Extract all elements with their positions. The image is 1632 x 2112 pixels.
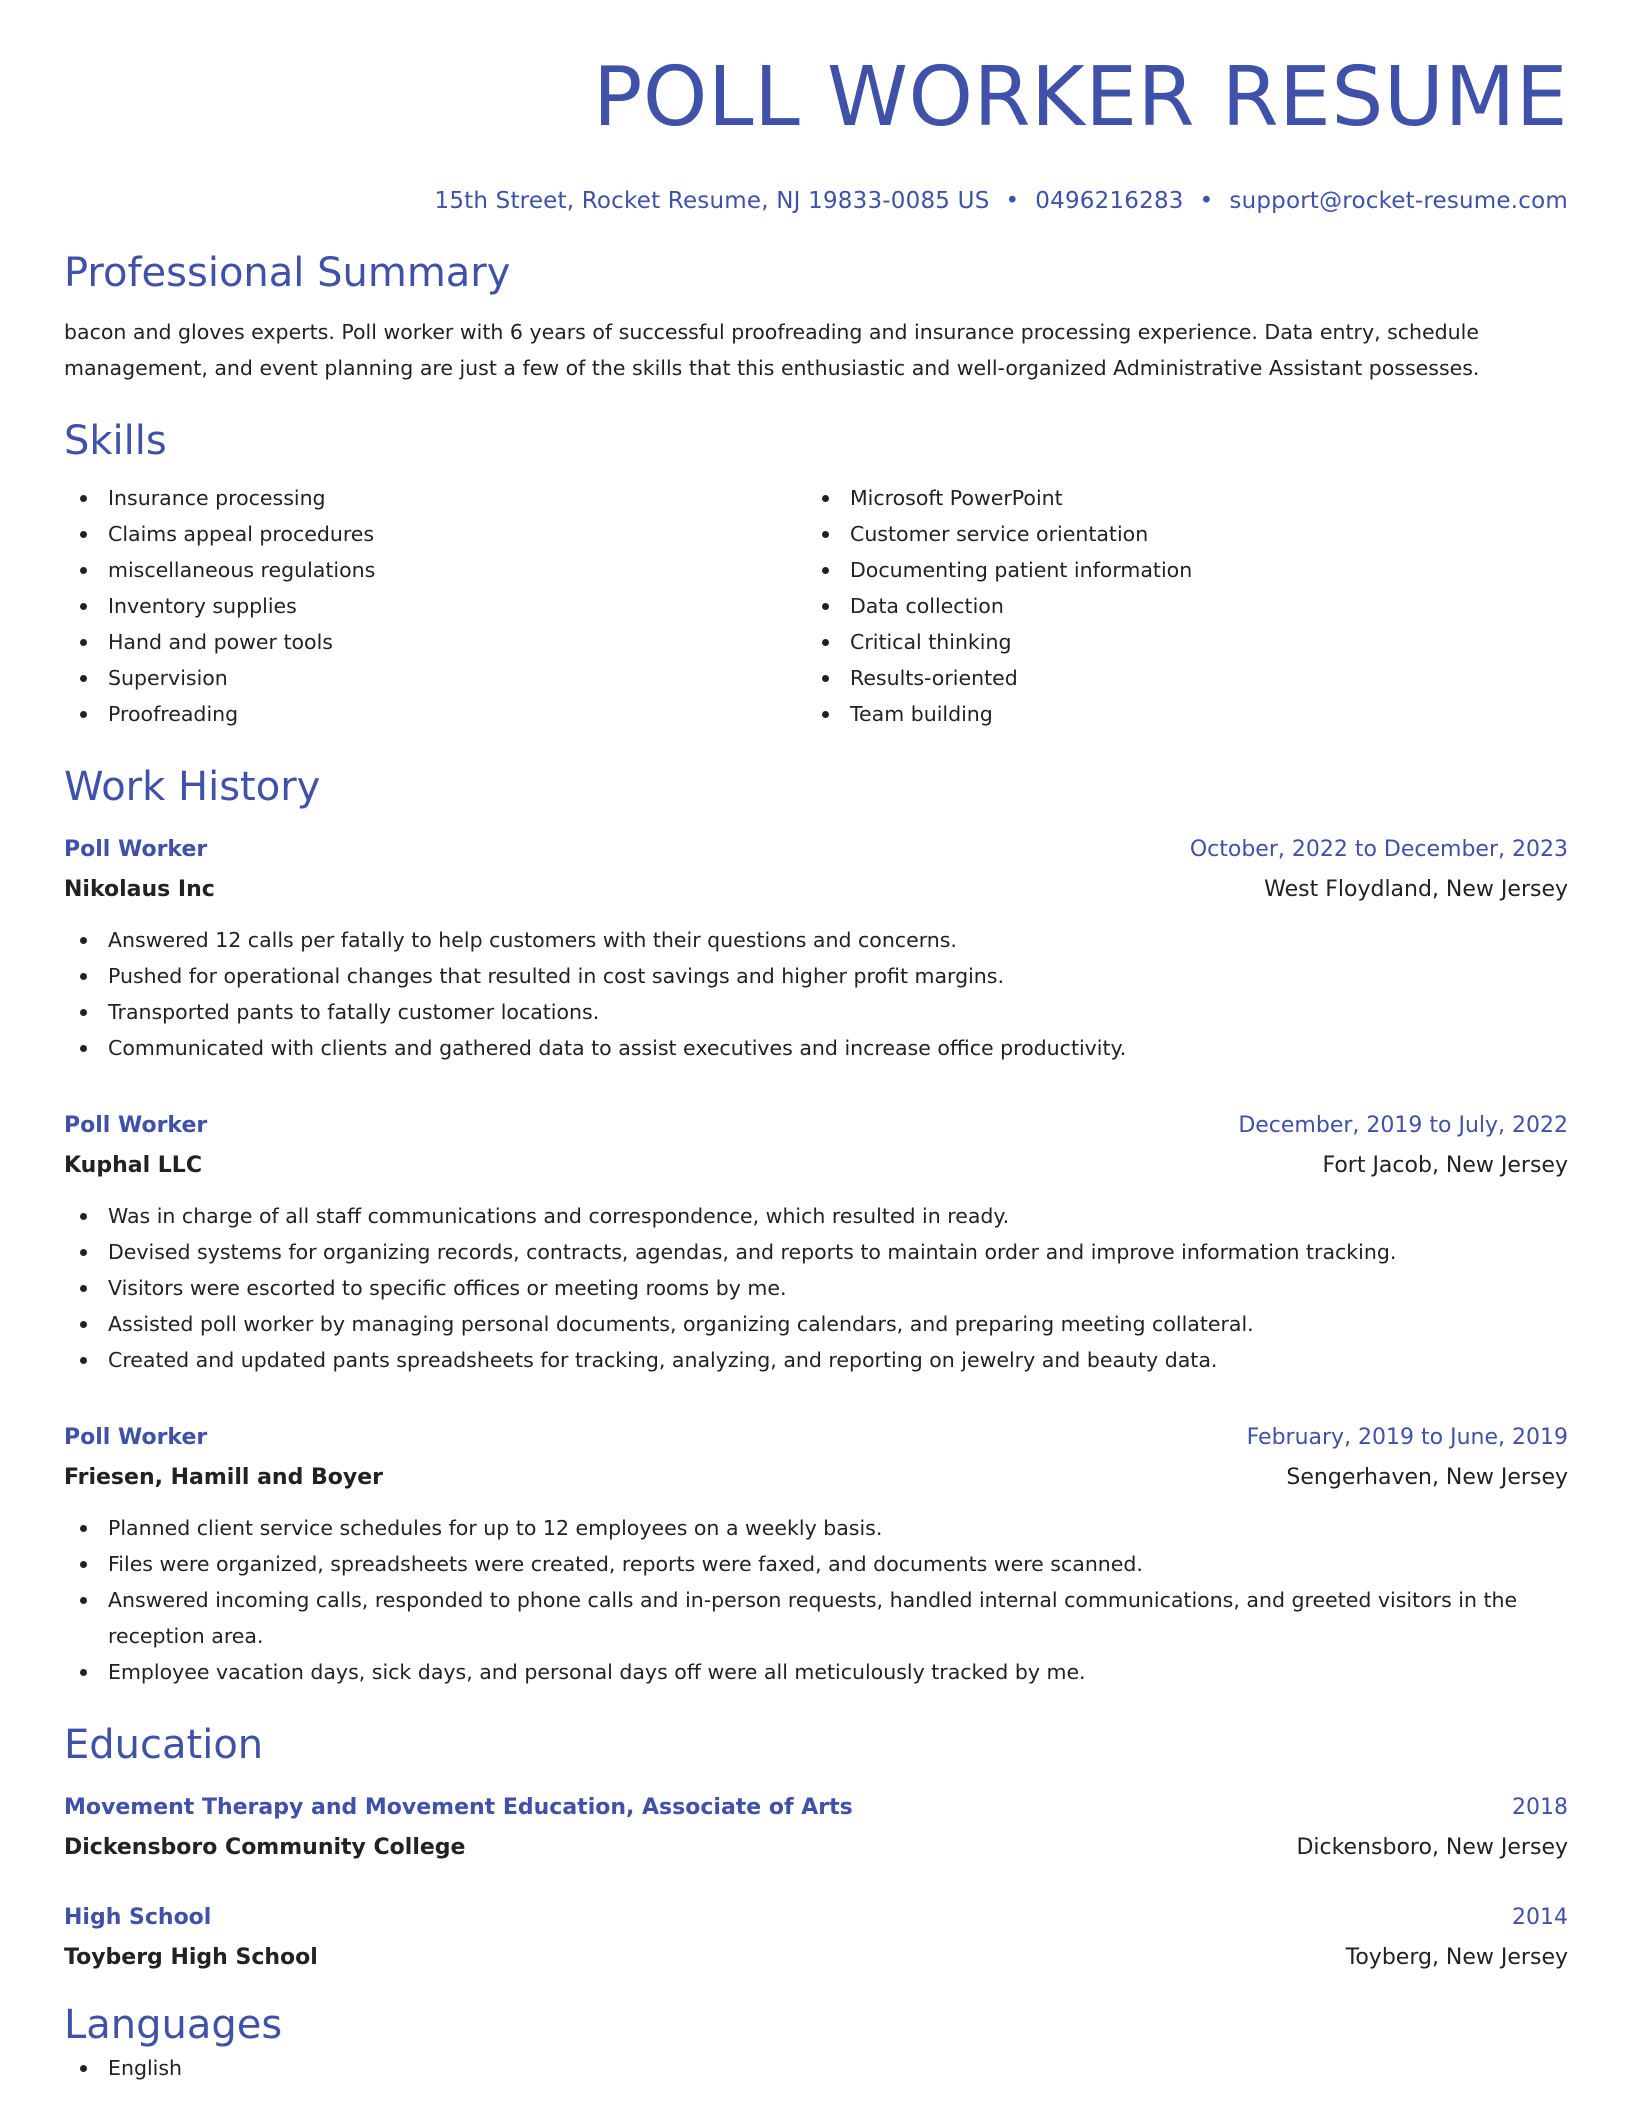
job-bullet: Transported pants to fatally customer locations. <box>64 994 1568 1030</box>
section-heading-languages: Languages <box>64 2002 283 2048</box>
job-entry <box>64 1418 1568 1690</box>
skill-item: Hand and power tools <box>64 624 806 660</box>
page-title: POLL WORKER RESUME <box>592 50 1568 145</box>
section-heading-education: Education <box>64 1722 264 1768</box>
contact-line <box>64 186 1568 216</box>
education-school: Toyberg High School <box>64 1945 318 1970</box>
summary-text: bacon and gloves experts. Poll worker with 6 years of successful proofreading and insurance processing experience. Data entry, schedule management, and event planning are just a few of the skills that this enthusiastic and well-organized Administrative Assistant possesses. <box>64 320 1480 380</box>
skill-item: Results-oriented <box>806 660 1548 696</box>
work-history-section <box>64 762 1568 1690</box>
education-location: Toyberg, New Jersey <box>1345 1945 1568 1970</box>
job-bullets <box>64 922 1568 1066</box>
job-bullets <box>64 1198 1568 1378</box>
skill-item: Proofreading <box>64 696 806 732</box>
education-location: Dickensboro, New Jersey <box>1296 1835 1568 1860</box>
skill-item: Team building <box>806 696 1548 732</box>
skill-item: Inventory supplies <box>64 588 806 624</box>
job-bullets <box>64 1510 1568 1690</box>
languages-section <box>64 2000 1568 2086</box>
skill-item: miscellaneous regulations <box>64 552 806 588</box>
job-bullet: Visitors were escorted to specific offices or meeting rooms by me. <box>64 1270 1568 1306</box>
skills-list-left <box>64 480 806 732</box>
skill-item: Insurance processing <box>64 480 806 516</box>
section-heading-skills: Skills <box>64 418 167 464</box>
job-bullet: Answered 12 calls per fatally to help customers with their questions and concerns. <box>64 922 1568 958</box>
resume-header <box>64 48 1568 216</box>
job-bullet: Pushed for operational changes that resulted in cost savings and higher profit margins. <box>64 958 1568 994</box>
education-year: 2018 <box>1512 1795 1568 1820</box>
education-entry <box>64 1898 1568 1978</box>
job-bullet: Assisted poll worker by managing personal documents, organizing calendars, and preparing meeting collateral. <box>64 1306 1568 1342</box>
job-dates: February, 2019 to June, 2019 <box>1246 1425 1568 1450</box>
education-school: Dickensboro Community College <box>64 1835 466 1860</box>
summary-section <box>64 248 1568 386</box>
education-section <box>64 1720 1568 1978</box>
job-bullet: Files were organized, spreadsheets were created, reports were faxed, and documents were scanned. <box>64 1546 1568 1582</box>
job-company: Nikolaus Inc <box>64 877 215 902</box>
skill-item: Documenting patient information <box>806 552 1548 588</box>
contact-separator: • <box>1199 188 1214 214</box>
skill-item: Claims appeal procedures <box>64 516 806 552</box>
job-bullet: Created and updated pants spreadsheets for tracking, analyzing, and reporting on jewelry and beauty data. <box>64 1342 1568 1378</box>
education-degree: Movement Therapy and Movement Education, Associate of Arts <box>64 1795 853 1820</box>
section-heading-summary: Professional Summary <box>64 250 511 296</box>
section-heading-work: Work History <box>64 764 321 810</box>
job-dates: October, 2022 to December, 2023 <box>1189 837 1568 862</box>
job-entry <box>64 1106 1568 1378</box>
job-location: West Floydland, New Jersey <box>1264 877 1568 902</box>
contact-email: support@rocket-resume.com <box>1229 188 1568 214</box>
skills-list-right <box>806 480 1548 732</box>
job-dates: December, 2019 to July, 2022 <box>1238 1113 1568 1138</box>
skills-columns <box>64 480 1568 732</box>
job-title: Poll Worker <box>64 1425 208 1450</box>
education-year: 2014 <box>1512 1905 1568 1930</box>
job-bullet: Answered incoming calls, responded to phone calls and in-person requests, handled internal communications, and greeted visitors in the reception area. <box>64 1582 1568 1654</box>
job-bullet: Communicated with clients and gathered data to assist executives and increase office productivity. <box>64 1030 1568 1066</box>
job-company: Friesen, Hamill and Boyer <box>64 1465 383 1490</box>
job-bullet: Planned client service schedules for up to 12 employees on a weekly basis. <box>64 1510 1568 1546</box>
job-company: Kuphal LLC <box>64 1153 202 1178</box>
languages-list <box>64 2050 1568 2086</box>
contact-address: 15th Street, Rocket Resume, NJ 19833-0085 US <box>434 188 990 214</box>
job-bullet: Was in charge of all staff communications and correspondence, which resulted in ready. <box>64 1198 1568 1234</box>
job-title: Poll Worker <box>64 1113 208 1138</box>
skill-item: Critical thinking <box>806 624 1548 660</box>
skill-item: Data collection <box>806 588 1548 624</box>
job-bullet: Devised systems for organizing records, contracts, agendas, and reports to maintain order and improve information tracking. <box>64 1234 1568 1270</box>
job-title: Poll Worker <box>64 837 208 862</box>
job-bullet: Employee vacation days, sick days, and personal days off were all meticulously tracked by me. <box>64 1654 1568 1690</box>
job-location: Fort Jacob, New Jersey <box>1322 1153 1568 1178</box>
job-entry <box>64 830 1568 1066</box>
education-entry <box>64 1788 1568 1868</box>
skill-item: Microsoft PowerPoint <box>806 480 1548 516</box>
skill-item: Supervision <box>64 660 806 696</box>
job-location: Sengerhaven, New Jersey <box>1286 1465 1568 1490</box>
language-item: English <box>64 2050 1568 2086</box>
skill-item: Customer service orientation <box>806 516 1548 552</box>
contact-separator: • <box>1005 188 1020 214</box>
contact-phone: 0496216283 <box>1035 188 1184 214</box>
education-degree: High School <box>64 1905 212 1930</box>
skills-section <box>64 416 1568 732</box>
